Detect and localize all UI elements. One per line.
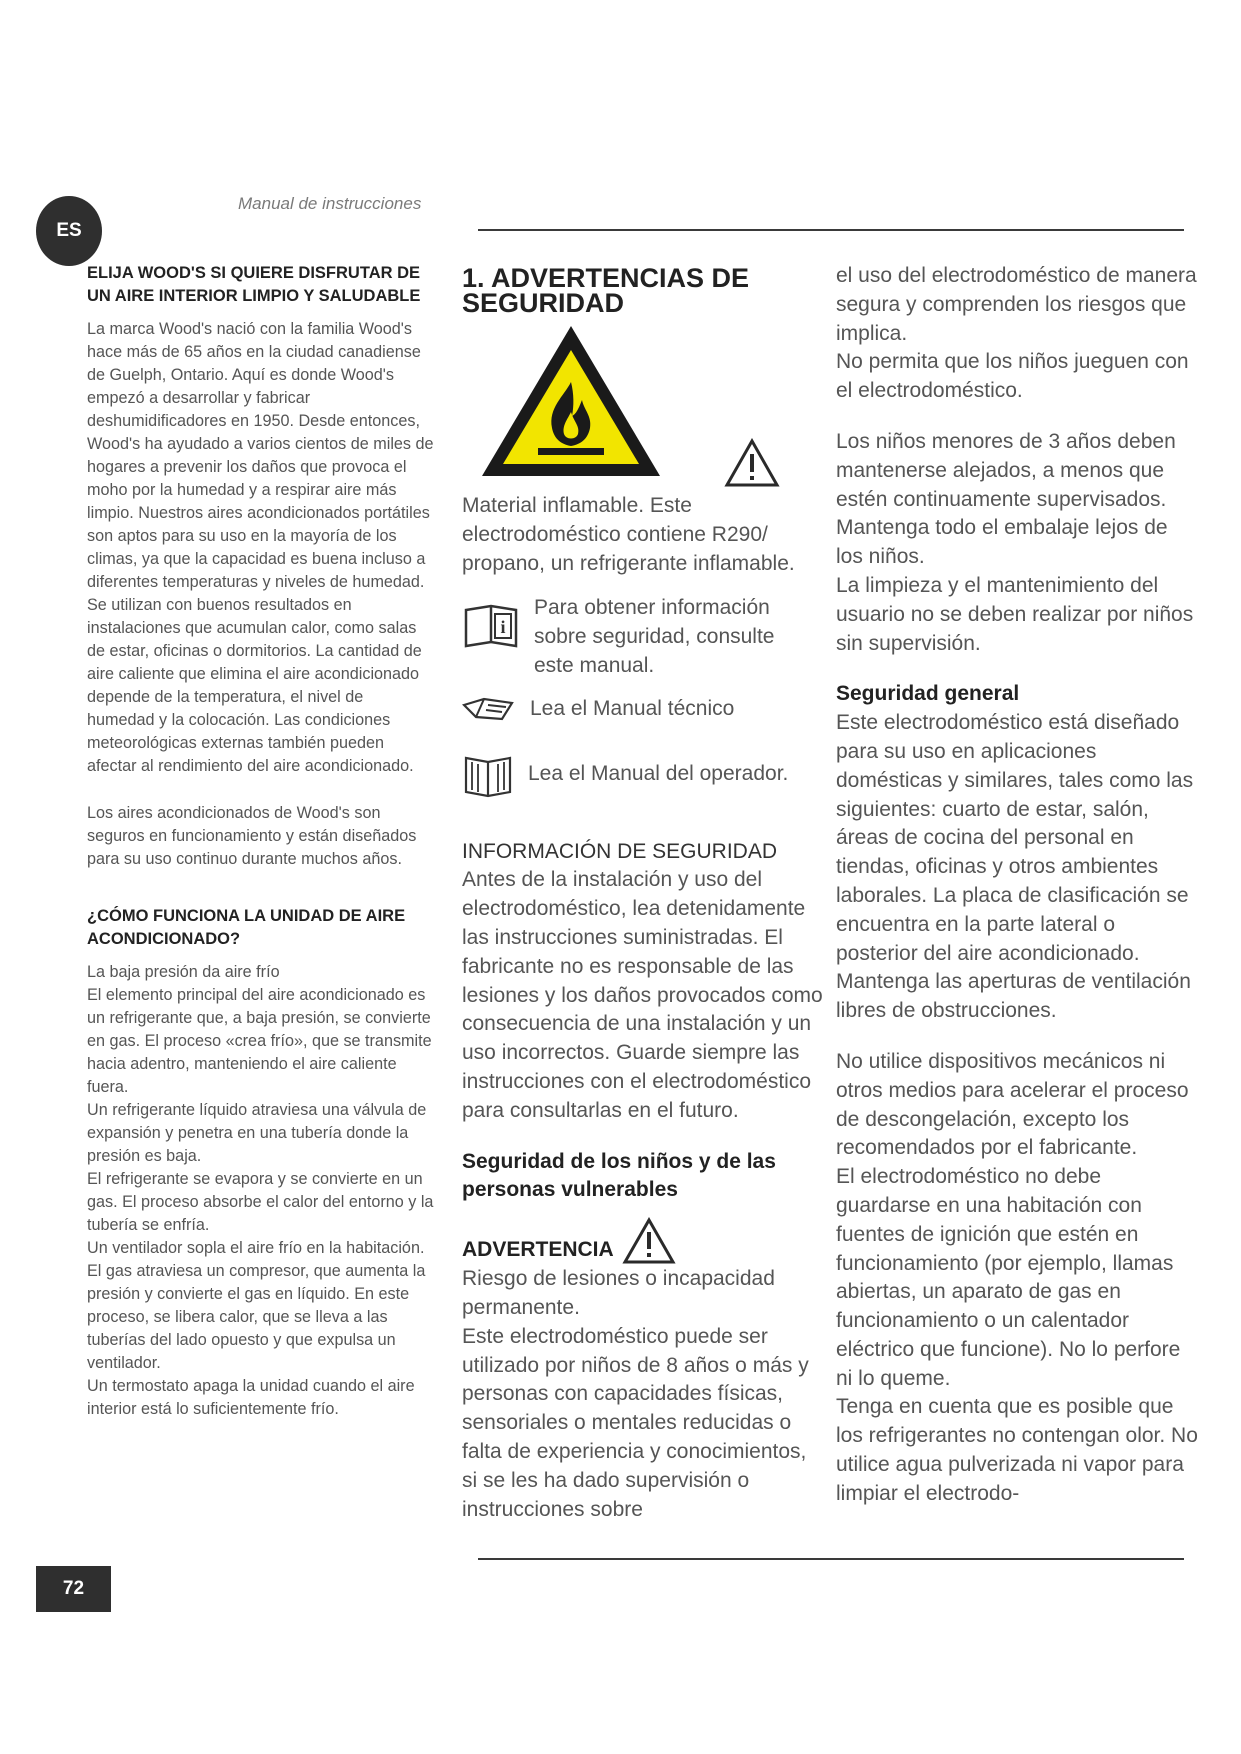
children-safety-heading: Seguridad de los niños y de las personas vulnerables: [462, 1149, 776, 1202]
safety-info-heading: INFORMACIÓN DE SEGURIDAD: [462, 839, 778, 863]
operator-manual-icon: [462, 752, 514, 798]
thermostat-paragraph: Un termostato apaga la unidad cuando el aire interior está lo suficientemente frío.: [87, 1377, 415, 1418]
ventilation-text: Mantenga las aperturas de ventilación libres de obstrucciones.: [836, 970, 1191, 1023]
warning-text-1: Riesgo de lesiones o incapacidad permanente.: [462, 1267, 775, 1319]
svg-text:i: i: [500, 617, 506, 638]
safety-paragraph: Los aires acondicionados de Wood's son seguros en funcionamiento y están diseñados para su uso continuo durante muchos años.: [87, 804, 417, 868]
bottom-rule: [478, 1558, 1184, 1560]
language-badge: [36, 196, 102, 266]
warning-text-2: Este electrodoméstico puede ser utilizado por niños de 8 años o más y personas con capacidades físicas, sensoriales o mentales reducidas o falta de experiencia y conocimientos, si se les ha dado supervisión o instrucciones sobre: [462, 1324, 809, 1521]
low-pressure-line: La baja presión da aire frío: [87, 963, 280, 981]
technical-manual-text: Lea el Manual técnico: [530, 696, 735, 720]
no-play-text: No permita que los niños jueguen con el electrodoméstico.: [836, 350, 1189, 403]
ignition-text: El electrodoméstico no debe guardarse en una habitación con fuentes de ignición que estén en funcionamiento (por ejemplo, llamas abiertas, un aparato de gas en funcionamiento o un calentador eléctrico que funcione). No lo perfore ni lo queme.: [836, 1165, 1181, 1390]
column-2: [462, 263, 827, 1524]
info-text: Para obtener información sobre seguridad, consulte este manual.: [534, 596, 775, 677]
flammable-text: Material inflamable. Este electrodoméstico contiene R290/ propano, un refrigerante inflamable.: [462, 494, 795, 575]
how-it-works-heading: ¿CÓMO FUNCIONA LA UNIDAD DE AIRE ACONDICIONADO?: [87, 907, 406, 948]
general-safety-heading: Seguridad general: [836, 682, 1020, 706]
top-rule: [478, 229, 1184, 231]
evaporation-paragraph: El refrigerante se evapora y se convierte en un gas. El proceso absorbe el calor del entorno y la tubería se enfría.: [87, 1170, 434, 1234]
defrost-text: No utilice dispositivos mecánicos ni otros medios para acelerar el proceso de descongelación, excepto los recomendados por el fabricante.: [836, 1049, 1189, 1160]
brand-heading: ELIJA WOOD'S SI QUIERE DISFRUTAR DE UN AIRE INTERIOR LIMPIO Y SALUDABLE: [87, 264, 421, 305]
general-use-text: Este electrodoméstico está diseñado para su uso en aplicaciones domésticas y similares, tales como las siguientes: cuarto de estar, salón, áreas de cocina del personal en tiendas, oficinas y otros ambientes laborales. La placa de clasificación se encuentra en la parte lateral o posterior del aire acondicionado.: [836, 711, 1194, 965]
warning-heading-row: [462, 1217, 827, 1265]
expansion-paragraph: Un refrigerante líquido atraviesa una válvula de expansión y penetra en una tubería donde la presión es baja.: [87, 1101, 427, 1165]
technical-manual-icon: [462, 695, 516, 723]
info-row: [462, 594, 827, 680]
page-number: [36, 1566, 111, 1612]
operator-manual-text: Lea el Manual del operador.: [528, 762, 789, 786]
technical-manual-row: [462, 695, 827, 724]
language-code: ES: [56, 220, 82, 241]
refrigerant-odor-text: Tenga en cuenta que es posible que los refrigerantes no contengan olor. No utilice agua pulverizada ni vapor para limpiar el electrodo-: [836, 1395, 1198, 1505]
caution-icon: [724, 438, 780, 488]
info-manual-icon: [462, 602, 520, 652]
column-1: [87, 262, 435, 1421]
column-3: [836, 262, 1198, 1509]
under-three-text: Los niños menores de 3 años deben mantenerse alejados, a menos que estén continuamente supervisados. Mantenga todo el embalaje lejos de los niños.: [836, 429, 1176, 569]
warning-graphics: [462, 320, 827, 492]
operator-manual-row: [462, 752, 827, 798]
brand-paragraph: La marca Wood's nació con la familia Wood's hace más de 65 años en la ciudad canadiense de Guelph, Ontario. Aquí es donde Wood's empezó a desarrollar y fabricar deshumidificadores en 1950. Desde entonces, Wood's ha ayudado a varios cientos de miles de hogares a prevenir los daños que provoca el moho por la humedad y a respirar aire más limpio. Nuestros aires acondicionados portátiles son aptos para su uso en la mayoría de los climas, ya que la capacidad es buena incluso a diferentes temperaturas y niveles de humedad. Se utilizan con buenos resultados en instalaciones que acumulan calor, como salas de estar, oficinas o dormitorios. La cantidad de aire caliente que elimina el aire acondicionado depende de la temperatura, el nivel de humedad y la colocación. Las condiciones meteorológicas externas también pueden afectar al rendimiento del aire acondicionado.: [87, 320, 434, 775]
cleaning-text: La limpieza y el mantenimiento del usuario no se deben realizar por niños sin supervisión.: [836, 573, 1194, 655]
safe-use-text: el uso del electrodoméstico de manera segura y comprenden los riesgos que implica.: [836, 264, 1197, 345]
warning-heading: ADVERTENCIA: [462, 1238, 614, 1262]
flammable-warning-icon: [476, 320, 666, 482]
warning-triangle-icon: [622, 1217, 676, 1265]
page-number-text: 72: [62, 1578, 85, 1599]
manual-title: Manual de instrucciones: [238, 194, 422, 213]
section-heading: 1. ADVERTENCIAS DE SEGURIDAD: [462, 263, 750, 318]
refrigerant-paragraph: El elemento principal del aire acondicionado es un refrigerante que, a baja presión, se convierte en gas. El proceso «crea frío», que se transmite hacia adentro, manteniendo el aire caliente fuera.: [87, 986, 432, 1096]
safety-info-text: Antes de la instalación y uso del electrodoméstico, lea detenidamente las instrucciones suministradas. El fabricante no es responsable de las lesiones y los daños provocados como consecuencia de una instalación y un uso incorrectos. Guarde siempre las instrucciones con el electrodoméstico para consultarlas en el futuro.: [462, 868, 823, 1122]
compressor-paragraph: El gas atraviesa un compresor, que aumenta la presión y convierte el gas en líquido. En este proceso, se libera calor, que se lleva a las tuberías del lado opuesto y que expulsa un ventilador.: [87, 1262, 426, 1372]
fan-paragraph: Un ventilador sopla el aire frío en la habitación.: [87, 1239, 425, 1257]
